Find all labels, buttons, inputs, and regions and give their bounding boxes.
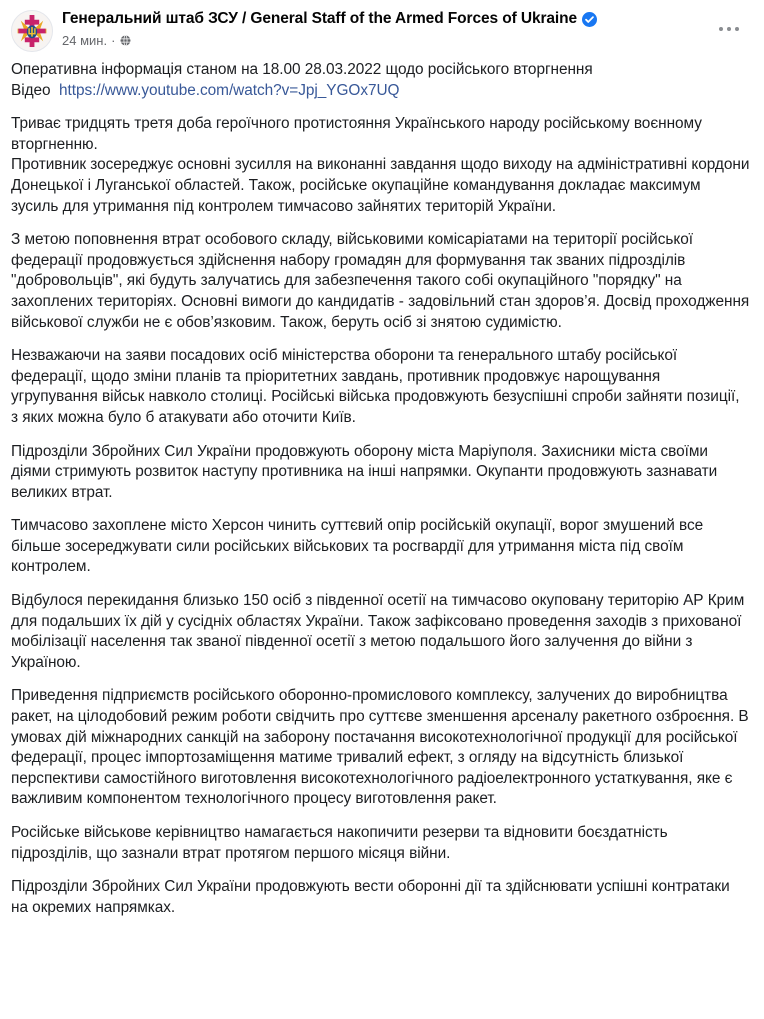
video-label: Відео [11,81,51,99]
post-body [0,58,764,918]
post-video-line [11,81,750,102]
post-paragraph: Підрозділи Збройних Сил України продовжують оборону міста Маріуполя. Захисники міста своїми діями стримують розвиток наступу противника на інші напрямки. Окупанти продовжують зазнавати великих втрат. [11,442,718,501]
header-text [62,9,752,48]
emblem-icon [12,11,52,51]
post-paragraph: Відбулося перекидання близько 150 осіб з південної осетії на тимчасово окуповану територію АР Крим для подальших їх дій у сусідніх областях України. Також зафіксовано проведення заходів з прихованої мобілізації населення так званої південної осетії з метою подальшого його залучення до війни з Україною. [11,592,745,671]
post-paragraph: Російське військове керівництво намагається накопичити резерви та відновити боєздатність підрозділів, що зазнали втрат протягом першого місяця війни. [11,824,668,862]
name-row [62,10,752,28]
post-paragraph: Приведення підприємств російського оборонно-промислового комплексу, залучених до виробництва ракет, на цілодобовий режим роботи свідчить про суттєве зменшення арсеналу ракетного озброєння. В умовах дій міжнародних санкцій на заборону постачання високотехнологічної продукції для російської федерації, процес імпортозаміщення матиме тривалий ефект, з огляду на відсутність близької перспективи самостійного виготовлення високотехнологічного радіоелектронного устаткування, яке є важливим компонентом технологічного процесу виготовлення ракет. [11,687,749,808]
verified-badge-icon [582,12,597,27]
post-timestamp[interactable]: 24 мин. [62,33,108,48]
post-header [0,0,764,58]
intro-text: Оперативна інформація станом на 18.00 28.03.2022 щодо російського вторгнення [11,61,593,78]
post-meta [62,33,752,48]
post-paragraph: Тимчасово захоплене місто Херсон чинить суттєвий опір російській окупації, ворог змушений все більше зосереджувати сили російських військових та росгвардії для утримання міста під своїм контролем. [11,517,704,576]
menu-dot [719,27,723,31]
post-paragraph: Незважаючи на заяви посадових осіб міністерства оборони та генерального штабу російської федерації, щодо зміни планів та пріоритетних завдань, противник продовжує нарощування угрупування військ навколо столиці. Російські війська продовжують безуспішні спроби зайняти позиції, з яких можна було б атакувати або оточити Київ. [11,347,740,426]
post-paragraph: Триває тридцять третя доба героїчного протистояння Українського народу російському воєнному вторгненню. [11,115,702,153]
globe-icon[interactable] [119,34,132,47]
avatar[interactable] [11,10,53,52]
ellipsis-menu-icon[interactable] [712,20,746,38]
post-paragraph: З метою поповнення втрат особового складу, військовими комісаріатами на території російської федерації продовжується здійснення набору громадян для формування так званих підрозділів "добровольців", які будуть залучатись для забезпечення такого собі окупаційного "порядку" на захоплених територіях. Основні вимоги до кандидатів - задовільний стан здоров’я. Досвід проходження військової служби не є обов’язковим. Також, беруть осіб зі знятою судимістю. [11,231,750,331]
post-intro-line [11,60,750,81]
menu-dot [735,27,739,31]
post-paragraph: Підрозділи Збройних Сил України продовжують вести оборонні дії та здійснювати успішні контратаки на окремих напрямках. [11,878,730,916]
meta-separator: · [111,33,116,48]
page-name[interactable]: Генеральний штаб ЗСУ / General Staff of the Armed Forces of Ukraine [62,10,578,27]
post-paragraph: Противник зосереджує основні зусилля на виконанні завдання щодо виходу на адміністративні кордони Донецької і Луганської областей. Також, російське окупаційне командування докладає максимум зусиль для утримання під контролем тимчасово зайнятих територій України. [11,156,750,215]
youtube-link[interactable]: https://www.youtube.com/watch?v=Jpj_YGOx7UQ [59,81,400,99]
menu-dot [727,27,731,31]
